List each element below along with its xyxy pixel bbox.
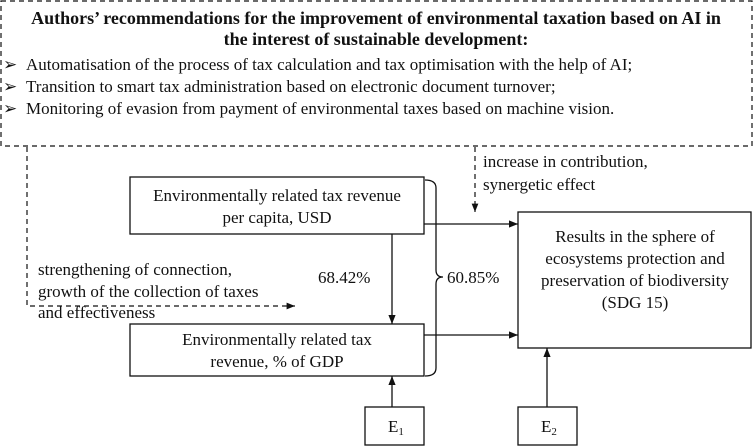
per-capita-label-2: per capita, USD — [222, 208, 332, 227]
recommendation-text: Transition to smart tax administration based on electronic document turnover; — [26, 77, 556, 96]
contribution-label: increase in contribution, — [483, 152, 648, 171]
contribution-label-2: synergetic effect — [483, 175, 596, 194]
recommendation-text: Automatisation of the process of tax calculation and tax optimisation with the help of AI; — [26, 55, 633, 74]
gdp-label-2: revenue, % of GDP — [210, 352, 344, 371]
recommendation-text: Monitoring of evasion from payment of environmental taxes based on machine vision. — [26, 99, 615, 118]
recommendation-item — [3, 99, 614, 118]
recommendations-title-2: the interest of sustainable development: — [223, 29, 529, 49]
per-capita-label: Environmentally related tax revenue — [153, 186, 401, 205]
results-label-3: preservation of biodiversity — [541, 271, 729, 290]
recommendation-item — [3, 55, 632, 74]
results-label-4: (SDG 15) — [601, 293, 669, 312]
bullet-arrow-icon: ➢ — [3, 99, 18, 118]
correlation-60-label: 60.85% — [447, 268, 500, 287]
gdp-label: Environmentally related tax — [182, 330, 372, 349]
e1-label: E1 — [388, 417, 404, 438]
bullet-arrow-icon: ➢ — [3, 55, 18, 74]
recommendations-title: Authors’ recommendations for the improvement of environmental taxation based on AI in — [31, 8, 721, 28]
brace — [425, 180, 443, 376]
results-label: Results in the sphere of — [555, 227, 715, 246]
strengthening-label-2: growth of the collection of taxes — [38, 282, 259, 301]
strengthening-label: strengthening of connection, — [38, 260, 233, 279]
correlation-68-label: 68.42% — [318, 268, 371, 287]
bullet-arrow-icon: ➢ — [3, 77, 18, 96]
recommendation-item — [3, 77, 556, 96]
e2-label: E2 — [541, 417, 557, 438]
strengthening-label-3: and effectiveness — [38, 303, 156, 322]
results-label-2: ecosystems protection and — [545, 249, 725, 268]
